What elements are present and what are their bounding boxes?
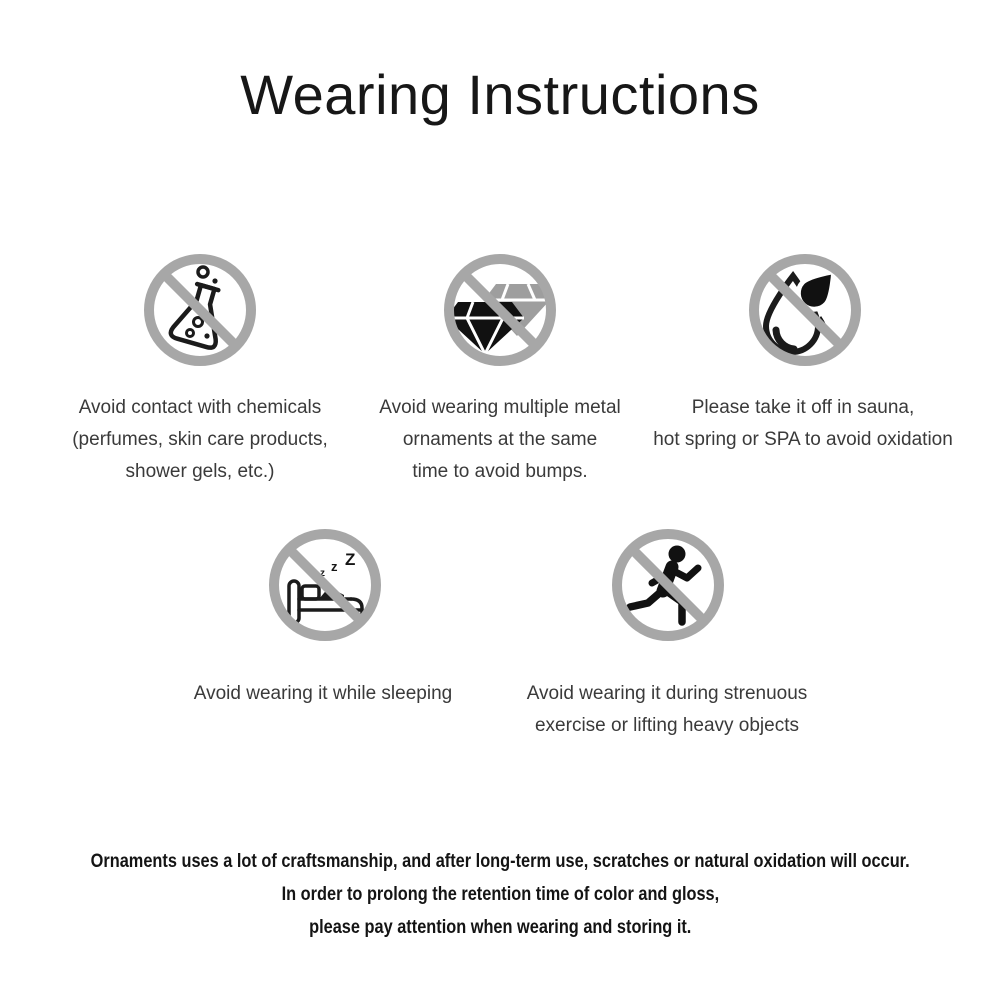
caption-line: hot spring or SPA to avoid oxidation <box>653 429 953 450</box>
svg-text:z: z <box>320 568 325 579</box>
no-strenuous-exercise-icon <box>608 525 728 645</box>
caption-no-sleeping <box>194 678 452 710</box>
care-note-line: In order to prolong the retention time of color and gloss, <box>281 884 719 905</box>
svg-text:Z: Z <box>345 550 356 569</box>
caption-line: Avoid contact with chemicals <box>78 397 322 418</box>
no-water-sauna-icon <box>745 250 865 370</box>
no-chemicals-icon <box>140 250 260 370</box>
caption-line: (perfumes, skin care products, <box>72 429 328 450</box>
care-note <box>0 845 1000 944</box>
caption-line: shower gels, etc.) <box>125 461 275 482</box>
caption-line: Avoid wearing it during strenuous <box>526 683 808 704</box>
no-multiple-metal-ornaments-icon <box>440 250 560 370</box>
caption-line: Avoid wearing multiple metal <box>379 397 621 418</box>
caption-no-multiple-ornaments <box>379 392 621 488</box>
caption-line: exercise or lifting heavy objects <box>534 715 799 736</box>
svg-text:z: z <box>331 559 338 574</box>
care-note-line: Ornaments uses a lot of craftsmanship, and after long-term use, scratches or natural oxidation will occur. <box>90 851 910 872</box>
caption-line: ornaments at the same <box>402 429 598 450</box>
caption-line: Avoid wearing it while sleeping <box>193 683 453 704</box>
no-sleeping-icon <box>265 525 385 645</box>
care-note-line: please pay attention when wearing and storing it. <box>308 917 692 938</box>
caption-no-strenuous-exercise <box>527 678 808 742</box>
page-title: Wearing Instructions <box>240 63 760 126</box>
caption-no-chemicals <box>72 392 328 488</box>
caption-no-water-sauna <box>653 392 953 456</box>
caption-line: Please take it off in sauna, <box>691 397 915 418</box>
caption-line: time to avoid bumps. <box>412 461 588 482</box>
